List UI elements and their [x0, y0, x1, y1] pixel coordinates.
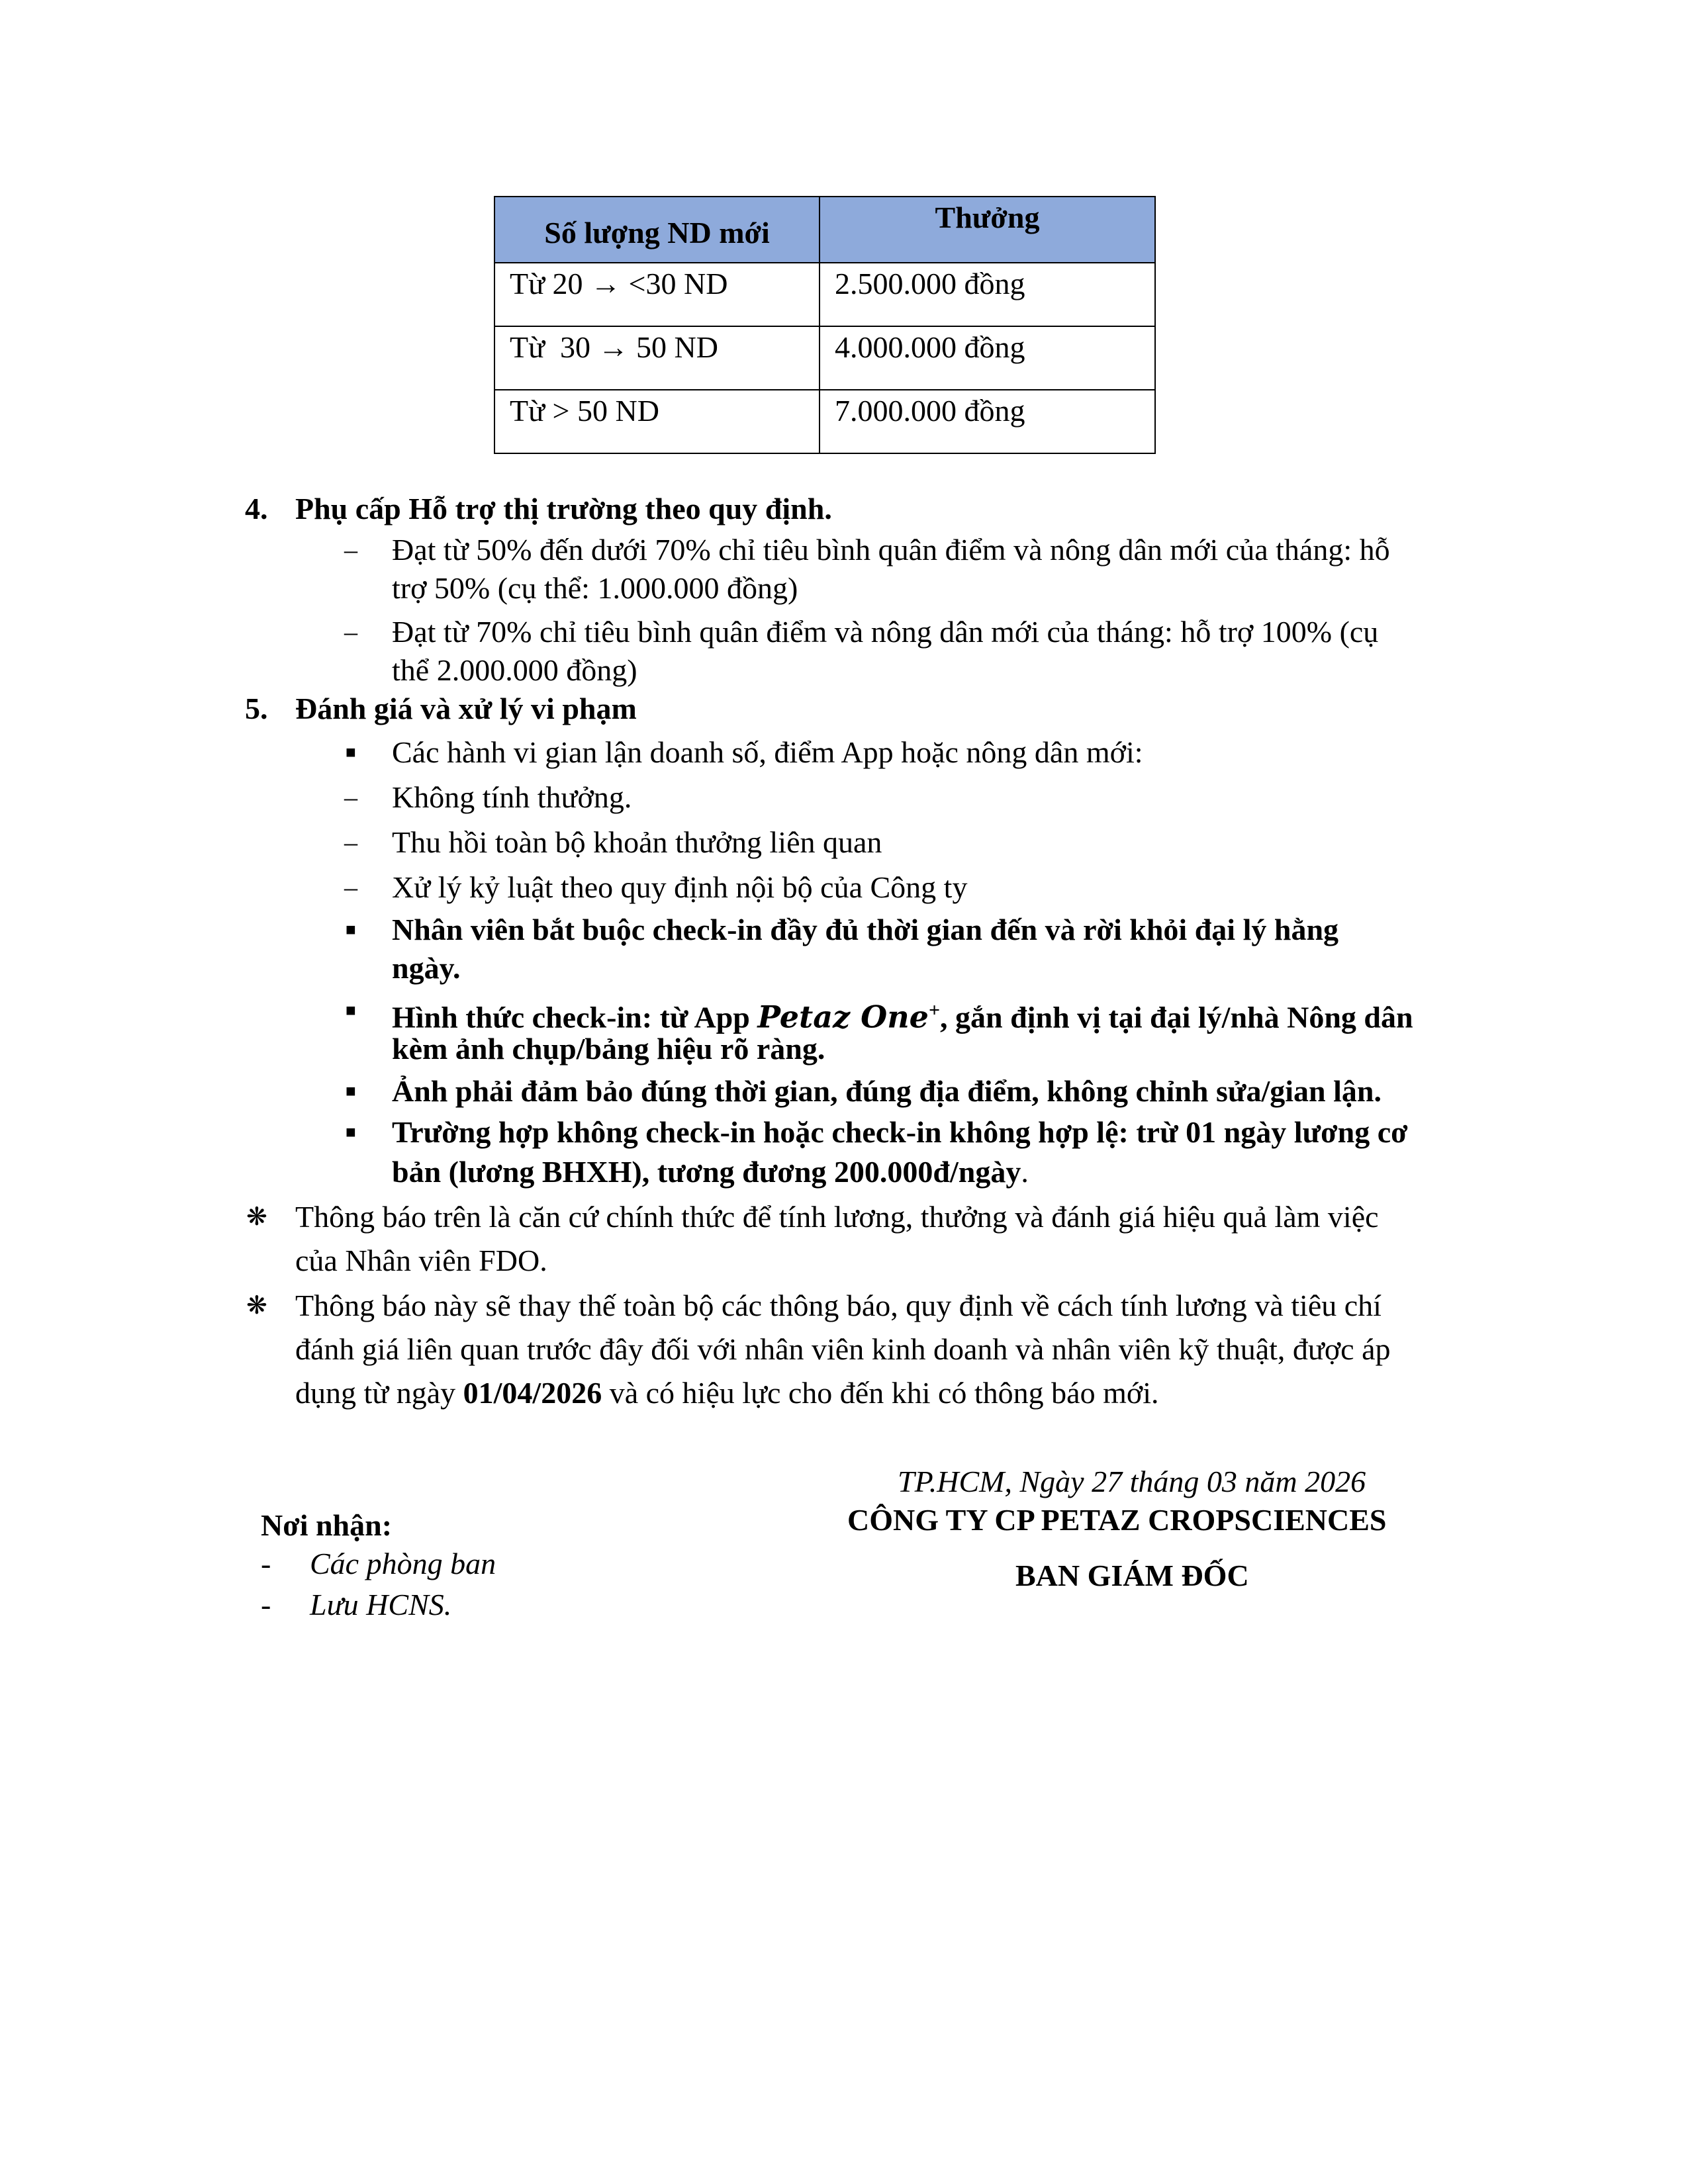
penalty-period: . — [1021, 1155, 1029, 1189]
recipient-hyphen: - — [261, 1588, 271, 1621]
recipient-1: Các phòng ban — [310, 1547, 496, 1580]
dash-bullet: – — [344, 535, 357, 565]
section-4-bullet-1-line-2: trợ 50% (cụ thể: 1.000.000 đồng) — [392, 571, 798, 605]
table-cell: 7.000.000 đồng — [820, 390, 1155, 453]
checkin-method-pre: Hình thức check-in: từ App — [392, 1000, 758, 1034]
square-bullet: ■ — [346, 1001, 356, 1020]
section-5-title: Đánh giá và xử lý vi phạm — [295, 692, 637, 725]
app-name: Petaz One — [757, 999, 929, 1035]
table-cell: Từ 20 → <30 ND — [494, 263, 820, 326]
app-name-superscript: + — [928, 999, 941, 1021]
notice-2-line-1: Thông báo này sẽ thay thế toàn bộ các thông báo, quy định về cách tính lương và tiêu chí — [295, 1289, 1382, 1322]
dash-bullet: – — [344, 827, 357, 857]
recipient-2: Lưu HCNS. — [310, 1588, 452, 1621]
checkin-method-post: , gắn định vị tại đại lý/nhà Nông dân — [940, 1000, 1413, 1034]
notice-2-line-3-pre: dụng từ ngày — [295, 1376, 463, 1410]
snowflake-bullet: ❋ — [246, 1292, 267, 1320]
section-5-number: 5. — [245, 692, 268, 725]
table-header-row — [494, 197, 1155, 263]
table-header-new-farmers: Số lượng ND mới — [494, 197, 820, 263]
fraud-consequence-2: Thu hồi toàn bộ khoản thưởng liên quan — [392, 825, 882, 859]
penalty-line-2-text: bản (lương BHXH), tương đương 200.000đ/ngày — [392, 1155, 1021, 1189]
recipients-title: Nơi nhận: — [261, 1508, 393, 1542]
notice-2-line-3 — [295, 1373, 1158, 1414]
section-4-number: 4. — [245, 492, 268, 525]
table-cell: Từ 30 → 50 ND — [494, 326, 820, 390]
bonus-table — [494, 196, 1156, 454]
square-bullet: ■ — [346, 1081, 356, 1101]
notice-1-line-1: Thông báo trên là căn cứ chính thức để tính lương, thưởng và đánh giá hiệu quả làm việc — [295, 1200, 1379, 1234]
notice-2-line-2: đánh giá liên quan trước đây đối với nhân viên kinh doanh và nhân viên kỹ thuật, được áp — [295, 1332, 1391, 1366]
effective-date: 01/04/2026 — [463, 1376, 602, 1410]
dash-bullet: – — [344, 617, 357, 647]
checkin-required-line-1: Nhân viên bắt buộc check-in đầy đủ thời gian đến và rời khỏi đại lý hằng — [392, 913, 1339, 946]
fraud-item: Các hành vi gian lận doanh số, điểm App hoặc nông dân mới: — [392, 735, 1143, 769]
dash-bullet: – — [344, 872, 357, 902]
fraud-consequence-3: Xử lý kỷ luật theo quy định nội bộ của Công ty — [392, 870, 968, 904]
fraud-consequence-1: Không tính thưởng. — [392, 780, 632, 814]
section-4-bullet-2-line-2: thể 2.000.000 đồng) — [392, 653, 637, 687]
penalty-line-1: Trường hợp không check-in hoặc check-in không hợp lệ: trừ 01 ngày lương cơ — [392, 1115, 1408, 1149]
place-date: TP.HCM, Ngày 27 tháng 03 năm 2026 — [898, 1465, 1366, 1498]
section-4-bullet-2-line-1: Đạt từ 70% chỉ tiêu bình quân điểm và nông dân mới của tháng: hỗ trợ 100% (cụ — [392, 615, 1379, 649]
board-of-directors: BAN GIÁM ĐỐC — [1015, 1559, 1249, 1592]
table-header-bonus: Thưởng — [820, 197, 1155, 263]
company-name: CÔNG TY CP PETAZ CROPSCIENCES — [847, 1503, 1387, 1537]
recipient-hyphen: - — [261, 1547, 271, 1580]
section-4-bullet-1-line-1: Đạt từ 50% đến dưới 70% chỉ tiêu bình quân điểm và nông dân mới của tháng: hỗ — [392, 533, 1390, 567]
square-bullet: ■ — [346, 1122, 356, 1142]
snowflake-bullet: ❋ — [246, 1203, 267, 1231]
square-bullet: ■ — [346, 743, 356, 762]
dash-bullet: – — [344, 782, 357, 812]
table-cell: 2.500.000 đồng — [820, 263, 1155, 326]
notice-1-line-2: của Nhân viên FDO. — [295, 1244, 547, 1277]
checkin-required-line-2: ngày. — [392, 951, 461, 985]
section-4-title: Phụ cấp Hỗ trợ thị trường theo quy định. — [295, 492, 832, 525]
table-row — [494, 326, 1155, 390]
table-row — [494, 263, 1155, 326]
table-row — [494, 390, 1155, 453]
table-cell: Từ > 50 ND — [494, 390, 820, 453]
checkin-method-line-2: kèm ảnh chụp/bảng hiệu rõ ràng. — [392, 1032, 825, 1066]
table-cell: 4.000.000 đồng — [820, 326, 1155, 390]
photo-rule: Ảnh phải đảm bảo đúng thời gian, đúng địa điểm, không chỉnh sửa/gian lận. — [392, 1074, 1382, 1108]
square-bullet: ■ — [346, 920, 356, 939]
notice-2-line-3-post: và có hiệu lực cho đến khi có thông báo mới. — [602, 1376, 1159, 1410]
penalty-line-2 — [392, 1152, 1029, 1193]
